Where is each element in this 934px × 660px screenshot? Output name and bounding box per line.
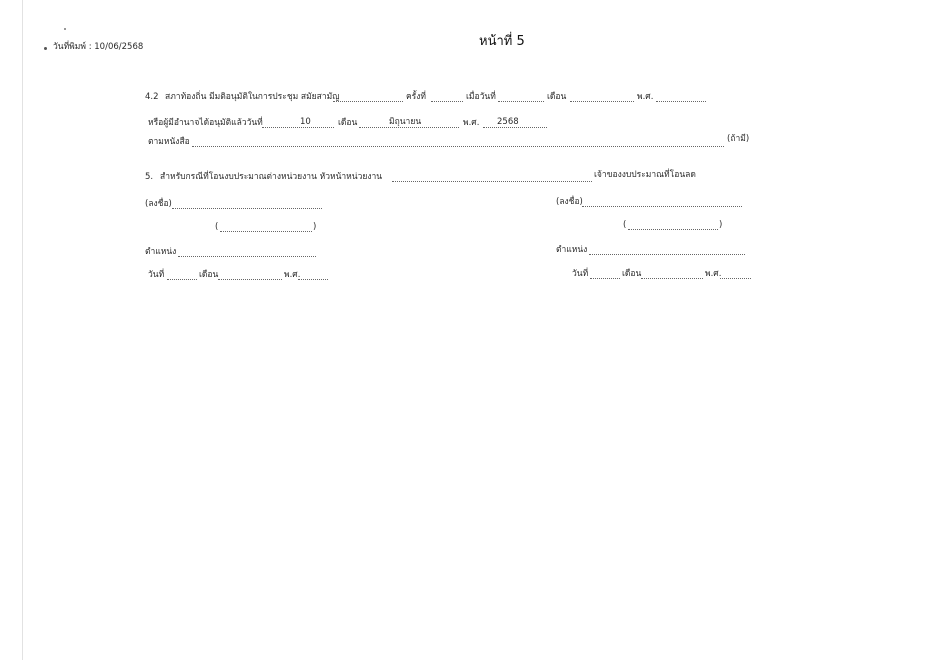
right-sign-label: (ลงชื่อ) <box>556 197 583 207</box>
right-year-label: พ.ศ. <box>705 269 722 279</box>
section-5-number: 5. <box>145 172 154 182</box>
section-5-text: สำหรับกรณีที่โอนงบประมาณต่างหน่วยงาน หัวหน้าหน่วยงาน <box>160 172 383 182</box>
left-sign-field[interactable] <box>172 207 322 209</box>
right-date-field[interactable] <box>590 277 620 279</box>
left-name-field[interactable] <box>220 230 312 232</box>
page-title: หน้าที่ 5 <box>479 34 525 49</box>
right-position-label: ตำแหน่ง <box>556 245 588 255</box>
approval-month-value: มิถุนายน <box>389 117 422 127</box>
print-date <box>53 43 143 52</box>
date-label: เมื่อวันที่ <box>466 92 496 102</box>
left-position-label: ตำแหน่ง <box>145 247 177 257</box>
right-sign-field[interactable] <box>582 205 742 207</box>
left-year-field[interactable] <box>298 278 328 280</box>
print-date-value: 10/06/2568 <box>94 42 144 52</box>
approval-text: หรือผู้มีอำนาจได้อนุมัติแล้ววันที่ <box>148 118 263 128</box>
meeting-no-label: ครั้งที่ <box>406 92 427 102</box>
session-field[interactable] <box>333 100 403 102</box>
left-sign-label: (ลงชื่อ) <box>145 199 172 209</box>
right-name-field[interactable] <box>628 228 718 230</box>
date-field[interactable] <box>498 100 544 102</box>
month-field[interactable] <box>570 100 634 102</box>
right-position-field[interactable] <box>589 253 745 255</box>
year-field[interactable] <box>656 100 706 102</box>
left-date-label: วันที่ <box>148 270 165 280</box>
print-date-label: วันที่พิมพ์ : <box>53 42 92 52</box>
right-date-label: วันที่ <box>572 269 589 279</box>
section-5-suffix: เจ้าของงบประมาณที่โอนลด <box>594 170 696 180</box>
section-4-2-number: 4.2 <box>145 92 159 102</box>
bullet-mark <box>44 47 47 50</box>
approval-day-value: 10 <box>300 117 311 127</box>
left-paren-open: ( <box>215 222 219 232</box>
meeting-no-field[interactable] <box>431 100 463 102</box>
left-month-field[interactable] <box>218 278 282 280</box>
approval-year-value: 2568 <box>497 117 519 127</box>
section-5-field[interactable] <box>392 180 592 182</box>
page-edge <box>22 0 23 660</box>
section-4-2-text: สภาท้องถิ่น มีมติอนุมัติในการประชุม สมัยสามัญ <box>165 92 340 102</box>
approval-year-label: พ.ศ. <box>463 118 480 128</box>
left-year-label: พ.ศ. <box>284 270 301 280</box>
left-position-field[interactable] <box>178 255 316 257</box>
right-paren-open: ( <box>623 220 627 230</box>
left-date-field[interactable] <box>167 278 197 280</box>
right-paren-close: ) <box>719 220 723 230</box>
month-label: เดือน <box>547 92 567 102</box>
approval-day-field[interactable] <box>262 126 334 128</box>
letter-field[interactable] <box>192 145 724 147</box>
if-any-label: (ถ้ามี) <box>727 134 750 144</box>
year-label: พ.ศ. <box>637 92 654 102</box>
scan-speck <box>64 28 66 30</box>
approval-month-label: เดือน <box>338 118 358 128</box>
left-month-label: เดือน <box>199 270 219 280</box>
right-year-field[interactable] <box>720 277 751 279</box>
letter-label: ตามหนังสือ <box>148 137 190 147</box>
right-month-field[interactable] <box>641 277 703 279</box>
left-paren-close: ) <box>313 222 317 232</box>
right-month-label: เดือน <box>622 269 642 279</box>
